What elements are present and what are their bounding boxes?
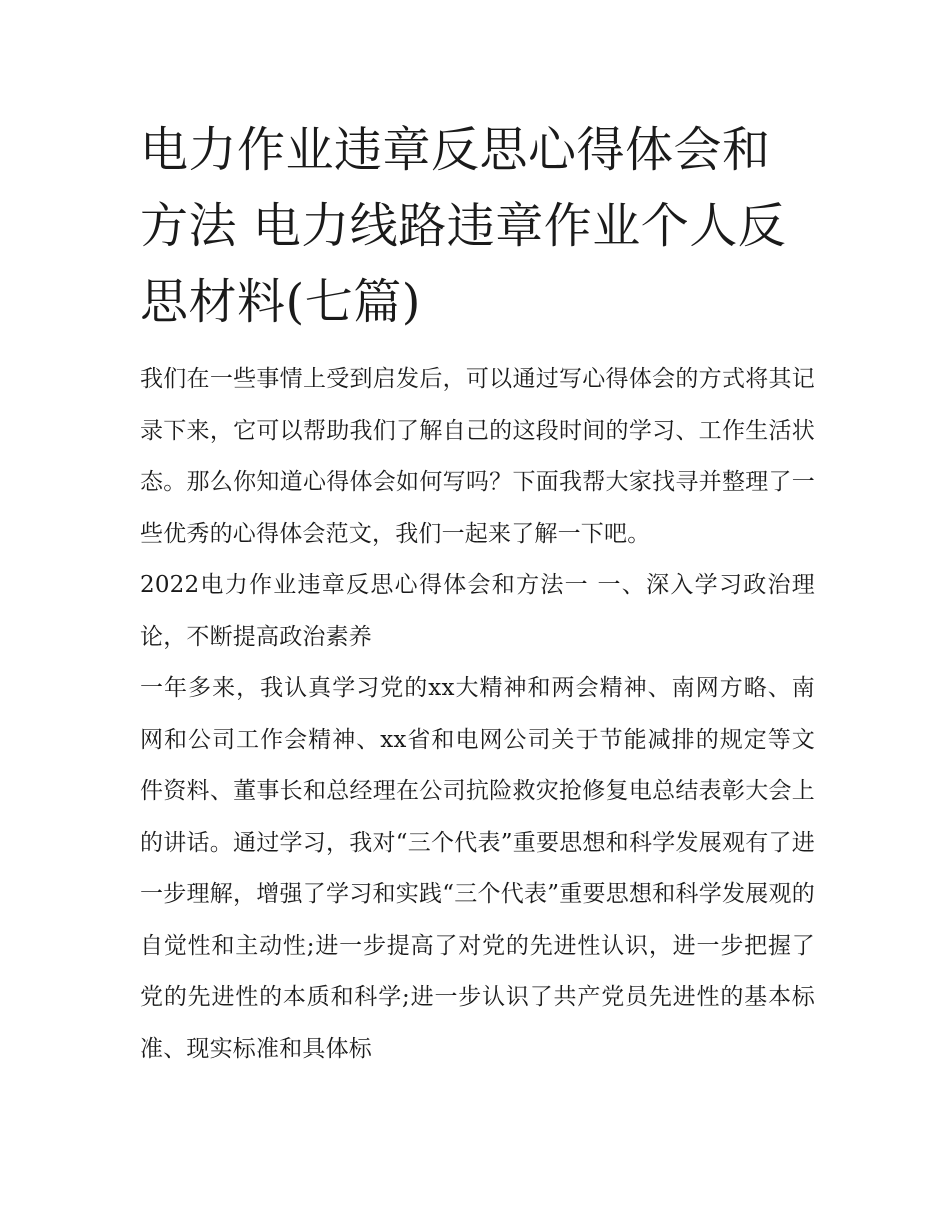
document-body — [140, 112, 815, 1075]
intro-paragraph: 我们在一些事情上受到启发后，可以通过写心得体会的方式将其记录下来，它可以帮助我们了解自己的这段时间的学习、工作生活状态。那么你知道心得体会如何写吗？下面我帮大家找寻并整理了一些优秀的心得体会范文，我们一起来了解一下吧。 — [140, 366, 815, 547]
section-heading-paragraph: 2022电力作业违章反思心得体会和方法一 一、深入学习政治理论，不断提高政治素养 — [140, 572, 815, 650]
document-title: 电力作业违章反思心得体会和方法 电力线路违章作业个人反思材料(七篇) — [140, 122, 787, 330]
body-paragraph: 一年多来，我认真学习党的xx大精神和两会精神、南网方略、南网和公司工作会精神、xx省和电网公司关于节能减排的规定等文件资料、董事长和总经理在公司抗险救灾抢修复电总结表彰大会上的讲话。通过学习，我对“三个代表”重要思想和科学发展观有了进一步理解，增强了学习和实践“三个代表”重要思想和科学发展观的自觉性和主动性;进一步提高了对党的先进性认识，进一步把握了党的先进性的本质和科学;进一步认识了共产党员先进性的基本标准、现实标准和具体标 — [140, 675, 815, 1062]
